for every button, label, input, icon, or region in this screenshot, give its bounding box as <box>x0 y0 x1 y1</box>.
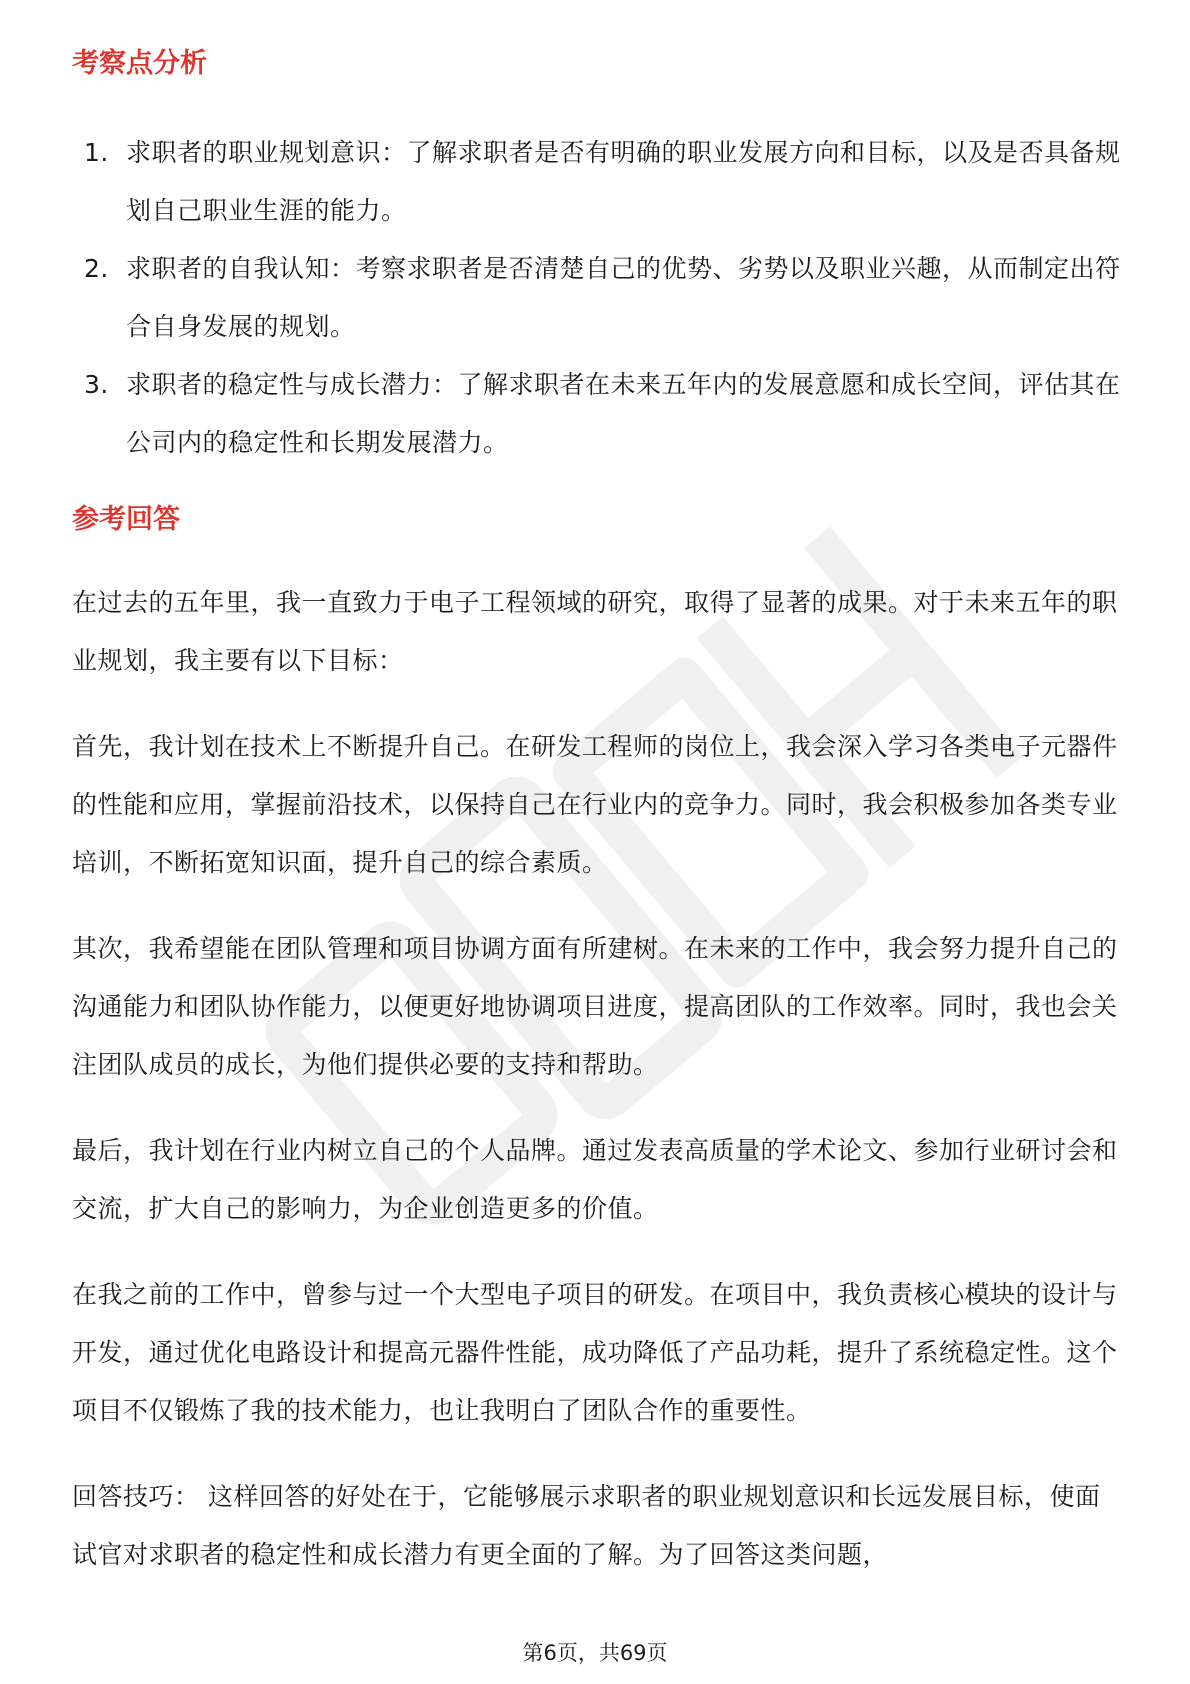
page-number: 第6页，共69页 <box>522 1641 668 1665</box>
section-title-analysis: 考察点分析 <box>72 48 207 79</box>
list-item-text: 求职者的自我认知：考察求职者是否清楚自己的优势、劣势以及职业兴趣，从而制定出符合自身发展的规划。 <box>126 254 1121 341</box>
list-number: 2. <box>84 254 109 283</box>
list-item-text: 求职者的稳定性与成长潜力：了解求职者在未来五年内的发展意愿和成长空间，评估其在公司内的稳定性和长期发展潜力。 <box>126 370 1121 457</box>
paragraph: 其次，我希望能在团队管理和项目协调方面有所建树。在未来的工作中，我会努力提升自己的沟通能力和团队协作能力，以便更好地协调项目进度，提高团队的工作效率。同时，我也会关注团队成员的成长，为他们提供必要的支持和帮助。 <box>72 934 1118 1079</box>
list-item <box>72 356 1122 472</box>
list-number: 1. <box>84 138 109 167</box>
document-content <box>72 44 1122 1612</box>
list-item-text: 求职者的职业规划意识：了解求职者是否有明确的职业发展方向和目标，以及是否具备规划自己职业生涯的能力。 <box>126 138 1121 225</box>
list-number: 3. <box>84 370 109 399</box>
paragraph: 最后，我计划在行业内树立自己的个人品牌。通过发表高质量的学术论文、参加行业研讨会和交流，扩大自己的影响力，为企业创造更多的价值。 <box>72 1136 1118 1223</box>
paragraph: 回答技巧： 这样回答的好处在于，它能够展示求职者的职业规划意识和长远发展目标，使面试官对求职者的稳定性和成长潜力有更全面的了解。为了回答这类问题， <box>72 1482 1101 1569</box>
paragraph: 在过去的五年里，我一直致力于电子工程领域的研究，取得了显著的成果。对于未来五年的职业规划，我主要有以下目标： <box>72 588 1118 675</box>
list-item <box>72 240 1122 356</box>
paragraph: 首先，我计划在技术上不断提升自己。在研发工程师的岗位上，我会深入学习各类电子元器件的性能和应用，掌握前沿技术，以保持自己在行业内的竞争力。同时，我会积极参加各类专业培训，不断拓宽知识面，提升自己的综合素质。 <box>72 732 1118 877</box>
analysis-list <box>72 124 1122 472</box>
paragraph: 在我之前的工作中，曾参与过一个大型电子项目的研发。在项目中，我负责核心模块的设计与开发，通过优化电路设计和提高元器件性能，成功降低了产品功耗，提升了系统稳定性。这个项目不仅锻炼了我的技术能力，也让我明白了团队合作的重要性。 <box>72 1280 1118 1425</box>
section-title-reference-answer: 参考回答 <box>72 504 180 535</box>
list-item <box>72 124 1122 240</box>
